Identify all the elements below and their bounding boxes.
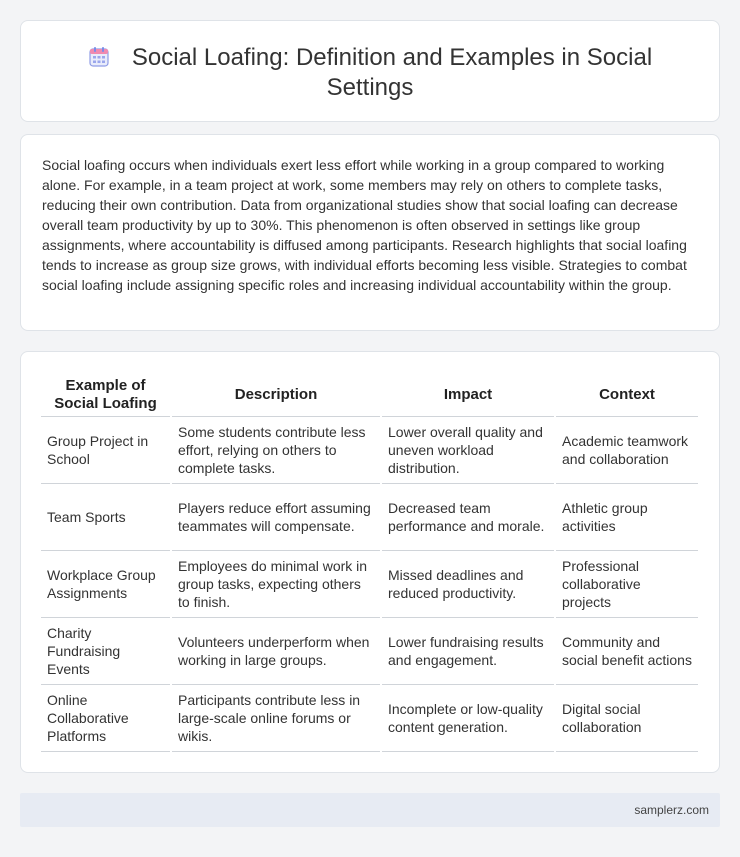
footer-bar bbox=[20, 793, 720, 827]
table-row bbox=[41, 417, 698, 484]
cell-impact: Lower overall quality and uneven workload distribution. bbox=[381, 417, 555, 484]
cell-description: Volunteers underperform when working in large groups. bbox=[171, 618, 381, 685]
header-example: Example of Social Loafing bbox=[41, 372, 171, 417]
footer-site-link[interactable]: samplerz.com bbox=[634, 803, 709, 817]
cell-context: Digital social collaboration bbox=[555, 685, 698, 752]
cell-context: Professional collaborative projects bbox=[555, 551, 698, 618]
header-impact: Impact bbox=[381, 372, 555, 417]
table-row bbox=[41, 551, 698, 618]
cell-impact: Lower fundraising results and engagement. bbox=[381, 618, 555, 685]
cell-example: Online Collaborative Platforms bbox=[41, 685, 171, 752]
cell-context: Academic teamwork and collaboration bbox=[555, 417, 698, 484]
page-title: Social Loafing: Definition and Examples in Social Settings bbox=[131, 44, 653, 101]
cell-impact: Decreased team performance and morale. bbox=[381, 484, 555, 551]
cell-description: Some students contribute less effort, relying on others to complete tasks. bbox=[171, 417, 381, 484]
cell-impact: Missed deadlines and reduced productivity. bbox=[381, 551, 555, 618]
table-header-row bbox=[41, 372, 698, 417]
cell-context: Community and social benefit actions bbox=[555, 618, 698, 685]
cell-description: Participants contribute less in large-scale online forums or wikis. bbox=[171, 685, 381, 752]
table-row bbox=[41, 484, 698, 551]
intro-card bbox=[20, 134, 720, 331]
table-row bbox=[41, 618, 698, 685]
intro-paragraph: Social loafing occurs when individuals exert less effort while working in a group compared to working alone. For example, in a team project at work, some members may rely on others to complete tasks, reducing their own contribution. Data from organizational studies show that social loafing can decrease overall team productivity by up to 30%. This phenomenon is often observed in settings like group assignments, where accountability is diffused among participants. Research highlights that social loafing tends to increase as group size grows, with individual efforts becoming less visible. Strategies to combat social loafing include assigning specific roles and increasing individual accountability within the group. bbox=[42, 157, 687, 293]
header-description: Description bbox=[171, 372, 381, 417]
examples-table bbox=[41, 372, 698, 752]
cell-description: Employees do minimal work in group tasks, expecting others to finish. bbox=[171, 551, 381, 618]
page-title-wrap bbox=[81, 43, 659, 103]
title-card bbox=[20, 20, 720, 122]
cell-example: Team Sports bbox=[41, 484, 171, 551]
cell-context: Athletic group activities bbox=[555, 484, 698, 551]
calendar-icon bbox=[88, 46, 110, 68]
cell-example: Workplace Group Assignments bbox=[41, 551, 171, 618]
header-context: Context bbox=[555, 372, 698, 417]
table-row bbox=[41, 685, 698, 752]
cell-example: Group Project in School bbox=[41, 417, 171, 484]
cell-example: Charity Fundraising Events bbox=[41, 618, 171, 685]
table-card bbox=[20, 351, 720, 773]
cell-impact: Incomplete or low-quality content generation. bbox=[381, 685, 555, 752]
cell-description: Players reduce effort assuming teammates will compensate. bbox=[171, 484, 381, 551]
